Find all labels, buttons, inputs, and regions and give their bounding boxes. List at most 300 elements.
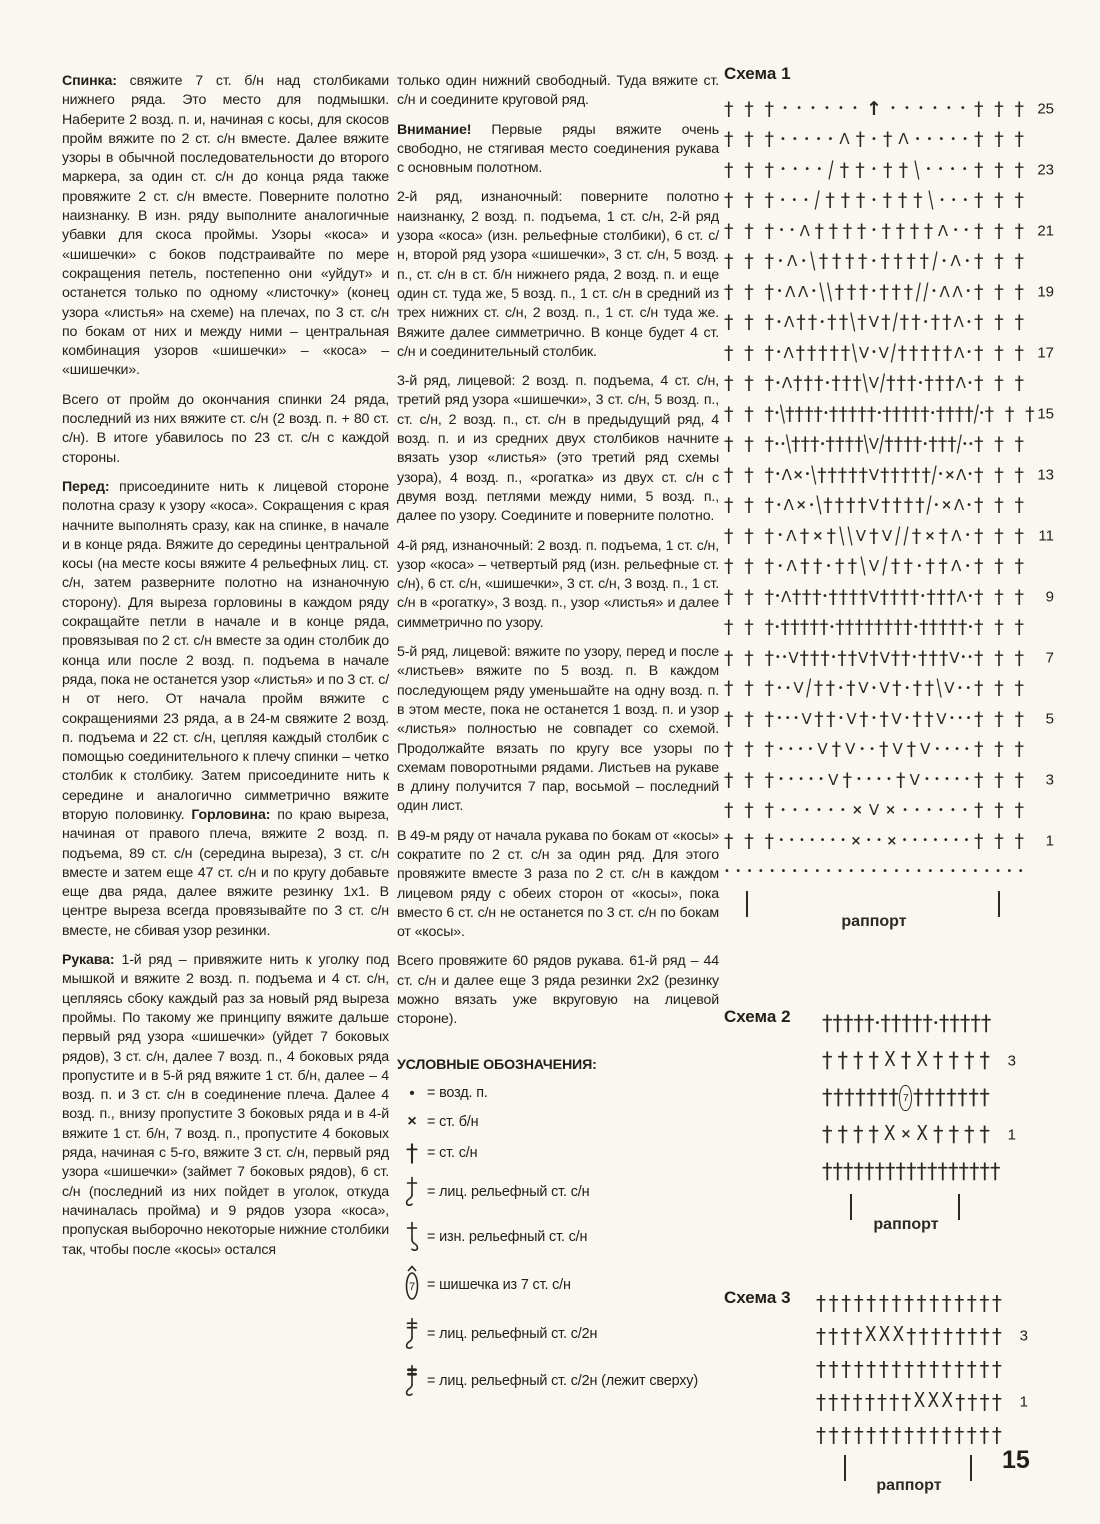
- stitch-symbol: †: [820, 646, 830, 669]
- stitch-symbol: †: [724, 97, 734, 120]
- stitch-symbol: †: [925, 555, 936, 578]
- stitch-symbol: •: [870, 286, 877, 298]
- stitch-symbol: •: [871, 133, 877, 145]
- stitch-symbol: †: [840, 1323, 851, 1348]
- stitch-symbol: †: [799, 524, 810, 547]
- stitch-symbol: Λ: [956, 465, 967, 484]
- stitch-symbol: •: [825, 865, 832, 877]
- stitch-symbol: •: [917, 103, 924, 115]
- stitch-symbol: †: [859, 707, 869, 730]
- scheme-row: [724, 155, 1054, 186]
- stitch-symbol: †: [764, 524, 774, 547]
- stitch-symbol: •: [937, 164, 944, 176]
- stitch-symbol: †: [764, 768, 774, 791]
- stitch-symbol: •: [870, 347, 877, 359]
- stitch-symbol: †: [990, 1159, 1001, 1183]
- stitch-symbol: †: [906, 1159, 917, 1183]
- rapport-marker: [816, 1455, 1002, 1503]
- legend: [397, 1056, 719, 1399]
- scheme-row-cells: [774, 707, 974, 730]
- stitch-symbol: †: [915, 494, 925, 517]
- stitch-symbol: †: [724, 768, 734, 791]
- stitch-symbol: •: [914, 804, 921, 816]
- stitch-symbol: †: [744, 250, 754, 273]
- scheme-row-cells: [774, 646, 974, 669]
- stitch-symbol: †: [911, 524, 922, 547]
- stitch-symbol: †: [963, 1122, 975, 1146]
- stitch-symbol: †: [994, 616, 1004, 639]
- stitch-symbol: †: [920, 402, 930, 425]
- stitch-symbol: †: [826, 524, 837, 547]
- stitch-symbol: •: [778, 835, 785, 847]
- stitch-symbol: †: [903, 1290, 914, 1315]
- legend-item: [397, 1363, 719, 1399]
- stitch-symbol: †: [764, 555, 774, 578]
- stitch-symbol: •: [964, 255, 971, 267]
- stitch-symbol: V: [845, 740, 856, 759]
- stitch-symbol: †: [906, 250, 916, 273]
- stitch-symbol: Λ: [781, 465, 792, 484]
- stitch-symbol: †: [817, 463, 827, 486]
- stitch-symbol: †: [974, 768, 984, 791]
- bold-lead: Перед:: [62, 478, 110, 495]
- stitch-symbol: Λ: [786, 526, 797, 545]
- stitch-symbol: †: [1014, 158, 1024, 181]
- stitch-symbol: †: [814, 372, 824, 395]
- stitch-symbol: •: [819, 316, 826, 328]
- stitch-symbol: •: [778, 774, 784, 786]
- stitch-symbol: †: [800, 433, 811, 456]
- stitch-symbol: •: [816, 164, 823, 176]
- stitch-symbol: †: [1014, 280, 1024, 303]
- stitch-symbol: †: [835, 616, 845, 639]
- rapport-marker: [822, 1194, 990, 1242]
- paragraph-pered: Перед: присоедините нить к лицевой стороне полотна сразу к узору «коса». Сокращения с края начните выполнять сразу, как на спинке, в начале и в конце ряда. Вяжите до середины центральной косы (на месте косы вяжите 4 рельефных лиц. ст. с/н, затем разверните полотно на изнаночную сторону). Для выреза горловины в каждом ряду сокращайте петли в начале и в конце ряда, провязывая по 2 ст. с/н вместе за один столбик до конца или после 2 возд. п. подъема в начале ряда, пока не останется узор «листья» и по 3 ст. с/н от него. От начала пройм вяжите с сокращениями 23 ряда, а в 24-м свяжите 2 возд. п. подъема и 22 ст. с/н, цепляя каждый столбик с помощью соединительного к плечу спинки – четко столбик к столбику. Затем присоедините нить к середине и аналогично симметрично вяжите вторую половинку. Горловина: по краю выреза, начиная от правого плеча, вяжите 2 возд. п. подъема, 89 ст. с/н (середина выреза), 3 ст. с/н вместе и затем еще 47 ст. с/н и по кругу добавьте еще два ряда, далее вяжите резинку 1х1. В центре выреза всегда провязывайте по 3 ст. с/н вместе, не сбивая узор резинки.: [62, 478, 389, 939]
- stitch-symbol: †: [913, 1085, 924, 1109]
- front-relief-tr-top-icon: [397, 1363, 427, 1399]
- stitch-symbol: •: [983, 865, 990, 877]
- stitch-symbol: †: [831, 250, 842, 273]
- stitch-symbol: \: [816, 491, 822, 519]
- legend-item: [397, 1113, 719, 1131]
- edge-stitches: [974, 252, 1024, 271]
- stitch-symbol: •: [922, 316, 929, 328]
- stitch-symbol: †: [991, 1356, 1002, 1381]
- stitch-symbol: †: [857, 494, 867, 517]
- stitch-symbol: •: [903, 103, 910, 115]
- stitch-symbol: •: [827, 133, 834, 145]
- edge-stitches: [724, 130, 774, 149]
- stitch-symbol: †: [903, 616, 913, 639]
- scheme-row: [724, 521, 1054, 552]
- stitch-symbol: •: [777, 530, 784, 542]
- stitch-symbol: †: [1014, 341, 1024, 364]
- edge-stitches: [724, 557, 774, 576]
- stitch-symbol: ↑: [865, 97, 882, 120]
- legend-item-label: = ст. с/н: [427, 1144, 478, 1161]
- stitch-symbol: •: [965, 316, 972, 328]
- stitch-symbol: V: [858, 343, 870, 362]
- stitch-symbol: †: [878, 1290, 889, 1315]
- edge-stitches: [974, 646, 1024, 669]
- stitch-symbol: †: [793, 372, 803, 395]
- stitch-symbol: •: [818, 774, 824, 786]
- stitch-symbol: †: [724, 463, 734, 486]
- stitch-symbol: •: [804, 469, 811, 481]
- stitch-symbol: †: [903, 280, 914, 303]
- edge-stitches: [724, 829, 774, 852]
- edge-stitches: [974, 740, 1024, 759]
- stitch-symbol: Λ: [785, 282, 796, 301]
- front-relief-tr-icon: [397, 1316, 427, 1352]
- paragraph-row5: 5-й ряд, лицевой: вяжите по узору, перед и после «листьев» вяжите по 5 возд. п. В каждом последующем ряду уменьшайте на одну возд. п. в этом месте, пока не останется 1 возд. п. и узор «листья» полностью не совпадет со схемой. Продолжайте вязать по кругу все узоры по схемам поворотными рядами. Листьев на рукаве в длину получится 7 пар, восьмой – последний один лист.: [397, 644, 719, 815]
- stitch-symbol: †: [994, 707, 1004, 730]
- stitch-symbol: †: [974, 250, 984, 273]
- scheme-row: [816, 1286, 1002, 1319]
- scheme-row: [724, 338, 1054, 369]
- stitch-symbol: †: [941, 1290, 952, 1315]
- stitch-symbol: •: [870, 865, 877, 877]
- stitch-symbol: †: [819, 616, 829, 639]
- stitch-symbol: †: [903, 1422, 914, 1447]
- stitch-symbol: †: [822, 1159, 833, 1183]
- stitch-symbol: †: [994, 189, 1004, 212]
- stitch-symbol: ×: [886, 833, 898, 849]
- stitch-symbol: †: [794, 402, 804, 425]
- stitch-symbol: †: [833, 1085, 844, 1109]
- stitch-symbol: †: [900, 463, 911, 486]
- stitch-symbol: †: [903, 1356, 914, 1381]
- stitch-symbol: †: [846, 280, 857, 303]
- stitch-symbol: †: [1014, 97, 1024, 120]
- row-number: 5: [1045, 710, 1054, 728]
- edge-stitches: [724, 158, 774, 181]
- stitch-symbol: †: [945, 372, 955, 395]
- stitch-symbol: †: [994, 738, 1004, 761]
- stitch-symbol: /: [973, 399, 979, 428]
- stitch-symbol: †: [879, 585, 890, 608]
- stitch-symbol: •: [776, 713, 783, 725]
- stitch-symbol: †: [724, 829, 734, 852]
- stitch-symbol: †: [929, 1422, 940, 1447]
- stitch-symbol: /: [882, 552, 888, 580]
- stitch-symbol: †: [744, 524, 754, 547]
- legend-title: УСЛОВНЫЕ ОБОЗНАЧЕНИЯ:: [397, 1056, 597, 1073]
- stitch-symbol: †: [958, 1159, 969, 1183]
- stitch-symbol: †: [855, 128, 866, 151]
- stitch-symbol: •: [824, 103, 830, 115]
- stitch-symbol: †: [994, 463, 1004, 486]
- stitch-symbol: 7: [899, 1085, 912, 1111]
- scheme-row-cells: [774, 155, 974, 184]
- stitch-symbol: †: [724, 219, 734, 242]
- row-number: 1: [1019, 1393, 1028, 1410]
- stitch-symbol: V: [868, 557, 880, 576]
- legend-item-label: = шишечка из 7 ст. с/н: [427, 1276, 571, 1293]
- stitch-symbol: †: [847, 555, 858, 578]
- stitch-symbol: †: [839, 158, 850, 181]
- edge-stitches: [974, 496, 1024, 515]
- stitch-symbol: V: [868, 435, 880, 454]
- stitch-symbol: •: [925, 164, 932, 176]
- stitch-symbol: •: [828, 621, 835, 633]
- stitch-symbol: X: [864, 1322, 877, 1347]
- row-number: 7: [1045, 649, 1054, 667]
- stitch-symbol: •: [904, 713, 910, 725]
- scheme-row: [816, 1352, 1002, 1385]
- edge-stitches: [974, 524, 1024, 547]
- stitch-symbol: ×: [850, 833, 862, 849]
- stitch-symbol: †: [994, 219, 1004, 242]
- stitch-symbol: /: [895, 521, 901, 550]
- stitch-symbol: †: [974, 585, 984, 608]
- stitch-symbol: †: [979, 1290, 990, 1315]
- stitch-symbol: †: [890, 646, 901, 669]
- stitch-symbol: †: [994, 829, 1004, 852]
- stitch-symbol: †: [764, 372, 774, 395]
- stitch-symbol: †: [800, 555, 810, 578]
- stitch-symbol: \: [860, 552, 866, 580]
- stitch-symbol: ×: [900, 1127, 912, 1142]
- stitch-symbol: †: [1014, 677, 1024, 700]
- stitch-symbol: †: [764, 738, 774, 761]
- stitch-symbol: †: [744, 97, 754, 120]
- stitch-symbol: †: [840, 341, 851, 364]
- stitch-symbol: †: [844, 1085, 855, 1109]
- scheme-row-cells: [774, 338, 974, 367]
- stitch-symbol: †: [882, 402, 892, 425]
- stitch-symbol: •: [942, 835, 949, 847]
- scheme-row-cells: [774, 308, 974, 336]
- stitch-symbol: †: [942, 341, 953, 364]
- row-number: 1: [1045, 832, 1054, 850]
- stitch-symbol: /: [932, 247, 938, 275]
- stitch-symbol: †: [912, 677, 923, 700]
- stitch-symbol: †: [855, 158, 865, 181]
- stitch-symbol: †: [934, 372, 945, 395]
- stitch-symbol: †: [912, 433, 923, 456]
- stitch-symbol: †: [1014, 829, 1024, 852]
- stitch-symbol: †: [994, 494, 1004, 517]
- stitch-symbol: V: [868, 465, 880, 484]
- stitch-symbol: V: [909, 770, 920, 789]
- stitch-symbol: †: [834, 555, 845, 578]
- stitch-symbol: †: [916, 1422, 927, 1447]
- stitch-symbol: †: [744, 341, 754, 364]
- stitch-symbol: •: [777, 743, 784, 755]
- stitch-symbol: •: [724, 865, 730, 877]
- stitch-symbol: †: [809, 616, 819, 639]
- scheme-row: [724, 796, 1024, 827]
- edge-stitches: [724, 646, 774, 669]
- stitch-symbol: †: [724, 189, 734, 212]
- stitch-symbol: †: [744, 646, 754, 669]
- scheme-row: [724, 613, 1024, 644]
- stitch-symbol: †: [864, 1389, 875, 1414]
- stitch-symbol: †: [837, 646, 847, 669]
- stitch-symbol: †: [941, 1422, 952, 1447]
- stitch-symbol: †: [924, 677, 935, 700]
- edge-stitches: [724, 768, 774, 791]
- stitch-symbol: †: [764, 189, 774, 212]
- stitch-symbol: †: [724, 433, 734, 456]
- scheme-row: [724, 460, 1054, 491]
- stitch-symbol: †: [991, 1323, 1002, 1348]
- stitch-symbol: †: [764, 677, 774, 700]
- edge-stitches: [974, 374, 1024, 393]
- stitch-symbol: •: [779, 133, 786, 145]
- stitch-symbol: Λ: [951, 526, 962, 545]
- stitch-symbol: •: [911, 652, 918, 664]
- stitch-symbol: •: [796, 103, 802, 115]
- stitch-symbol: †: [744, 677, 754, 700]
- stitch-symbol: †: [1014, 524, 1024, 547]
- edge-stitches: [724, 585, 774, 608]
- row-number: 9: [1045, 588, 1054, 606]
- stitch-symbol: †: [955, 1389, 966, 1414]
- stitch-symbol: •: [746, 865, 753, 877]
- stitch-symbol: •: [874, 1017, 881, 1029]
- stitch-symbol: †: [837, 463, 848, 486]
- scheme-row-cells: [774, 430, 974, 458]
- stitch-symbol: ×: [795, 498, 807, 514]
- stitch-symbol: †: [858, 463, 868, 486]
- stitch-symbol: †: [1014, 707, 1024, 730]
- stitch-symbol: •: [735, 865, 742, 877]
- stitch-symbol: •: [919, 591, 926, 603]
- stitch-symbol: †: [896, 768, 906, 791]
- legend-item-label: = лиц. рельефный ст. с/2н: [427, 1325, 598, 1342]
- stitch-symbol: †: [842, 768, 852, 791]
- row-number: 21: [1037, 222, 1054, 240]
- stitch-symbol: †: [883, 158, 893, 181]
- stitch-symbol: •: [788, 835, 795, 847]
- stitch-symbol: •: [757, 865, 764, 877]
- stitch-symbol: †: [974, 555, 984, 578]
- stitch-symbol: †: [937, 1159, 948, 1183]
- stitch-symbol: †: [818, 341, 828, 364]
- edge-stitches: [974, 219, 1024, 242]
- stitch-symbol: †: [866, 1422, 877, 1447]
- stitch-symbol: •: [876, 408, 883, 420]
- stitch-symbol: †: [895, 1159, 906, 1183]
- stitch-symbol: •: [966, 377, 973, 389]
- stitch-symbol: †: [764, 433, 774, 456]
- stitch-symbol: †: [827, 311, 837, 334]
- stitch-symbol: \: [785, 430, 791, 458]
- stitch-symbol: †: [844, 250, 855, 273]
- stitch-symbol: †: [899, 311, 910, 334]
- stitch-symbol: †: [826, 707, 836, 730]
- stitch-symbol: †: [974, 646, 984, 669]
- page-number: 15: [1002, 1446, 1030, 1474]
- stitch-symbol: •: [787, 743, 794, 755]
- edge-stitches: [974, 280, 1024, 303]
- stitch-symbol: †: [832, 1011, 843, 1035]
- stitch-symbol: †: [822, 1011, 833, 1035]
- stitch-symbol: •: [927, 865, 934, 877]
- stitch-symbol: •: [962, 194, 969, 206]
- stitch-symbol: •: [939, 194, 945, 206]
- scheme-row: [822, 1005, 990, 1042]
- stitch-symbol: •: [824, 377, 831, 389]
- legend-item: [397, 1085, 719, 1102]
- scheme-row-cells: [774, 803, 974, 818]
- edge-stitches: [974, 130, 1024, 149]
- stitch-symbol: †: [926, 585, 936, 608]
- stitch-symbol: †: [764, 402, 774, 425]
- stitch-symbol: †: [911, 311, 921, 334]
- scheme-row-cells: [822, 1047, 990, 1072]
- stitch-symbol: •: [808, 499, 815, 511]
- stitch-symbol: †: [901, 1389, 912, 1414]
- stitch-symbol: •: [871, 194, 877, 206]
- edge-stitches: [724, 97, 774, 120]
- row-number: 11: [1038, 527, 1054, 545]
- stitch-symbol: \: [852, 338, 858, 367]
- stitch-symbol: •: [964, 774, 970, 786]
- stitch-symbol: †: [744, 128, 754, 151]
- stitch-symbol: †: [913, 189, 923, 212]
- stitch-symbol: †: [810, 433, 820, 456]
- edge-stitches: [724, 740, 774, 759]
- stitch-symbol: †: [841, 372, 852, 395]
- stitch-symbol: •: [809, 835, 816, 847]
- stitch-symbol: †: [744, 219, 754, 242]
- stitch-symbol: †: [1014, 311, 1024, 334]
- stitch-symbol: †: [994, 768, 1004, 791]
- stitch-symbol: \: [811, 460, 817, 489]
- stitch-symbol: †: [897, 189, 908, 212]
- stitch-symbol: /: [828, 155, 834, 184]
- middle-text-column: [397, 72, 719, 1410]
- edge-stitches: [974, 585, 1024, 608]
- stitch-symbol: †: [966, 1290, 977, 1315]
- stitch-symbol: †: [882, 189, 893, 212]
- paragraph-row4: 4-й ряд, изнаночный: 2 возд. п. подъема, 1 ст. с/н, узор «коса» – четвертый ряд (изн. рельефные ст. с/н), 6 ст. с/н, «шишечки», 3 ст. с/н, 3 возд. п., 1 ст. с/н в «рогатку», 3 возд. п., узор «листья» и далее симметрично по узору.: [397, 537, 719, 631]
- edge-stitches: [974, 191, 1024, 210]
- stitch-symbol: †: [879, 280, 889, 303]
- stitch-symbol: †: [853, 1422, 864, 1447]
- stitch-symbol: †: [979, 1422, 990, 1447]
- stitch-symbol: †: [901, 646, 911, 669]
- stitch-symbol: †: [918, 1323, 929, 1348]
- paragraph-rukava: Рукава: 1-й ряд – привяжите нить к уголку под мышкой и вяжите 2 возд. п. подъема и 4 ст. с/н, цепляясь сбоку каждый раз за новый ряд выреза проймы. По такому же принципу вяжите дальше первый ряд узора «шишечки» (уйдет 7 боковых рядов), 3 ст. с/н, далее 7 возд. п., 4 боковых ряда пропустите и в 5-й ряд вяжите 1 ст. б/н, далее – 4 возд. п. и 3 ст. с/н в соединение плеча. Далее 4 возд. п., внизу пропустите 3 боковых ряда и в 4-й вяжите 1 ст. б/н, 7 возд. п., пропустите 4 боковых ряда, начиная с 5-го, вяжите 3 ст. с/н, первый ряд узора «шишечки» (займет 7 боковых рядов), 6 ст. с/н (последний из них пойдет в уголок, откуда начиналась пройма) и 9 рядов узора «коса», пропуская выборочно некоторые нижние столбики так, чтобы после «косы» остался: [62, 952, 389, 1258]
- stitch-symbol: †: [946, 585, 956, 608]
- stitch-symbol: •: [904, 682, 911, 694]
- stitch-symbol: †: [764, 280, 774, 303]
- stitch-symbol: †: [857, 311, 867, 334]
- stitch-symbol: †: [918, 616, 929, 639]
- stitch-symbol: †: [854, 616, 864, 639]
- stitch-symbol: †: [764, 128, 774, 151]
- stitch-symbol: •: [882, 865, 889, 877]
- stitch-symbol: V: [858, 648, 869, 667]
- stitch-symbol: •: [800, 255, 807, 267]
- stitch-symbol: †: [974, 616, 984, 639]
- stitch-symbol: †: [764, 158, 774, 181]
- stitch-symbol: †: [834, 280, 845, 303]
- stitch-symbol: †: [891, 280, 901, 303]
- stitch-symbol: •: [781, 652, 788, 664]
- stitch-symbol: †: [822, 1122, 833, 1146]
- stitch-symbol: •: [819, 438, 826, 450]
- stitch-symbol: •: [965, 682, 972, 694]
- stitch-symbol: •: [775, 347, 782, 359]
- stitch-symbol: †: [854, 433, 864, 456]
- stitch-symbol: †: [954, 1422, 965, 1447]
- bold-lead: Внимание!: [397, 121, 472, 138]
